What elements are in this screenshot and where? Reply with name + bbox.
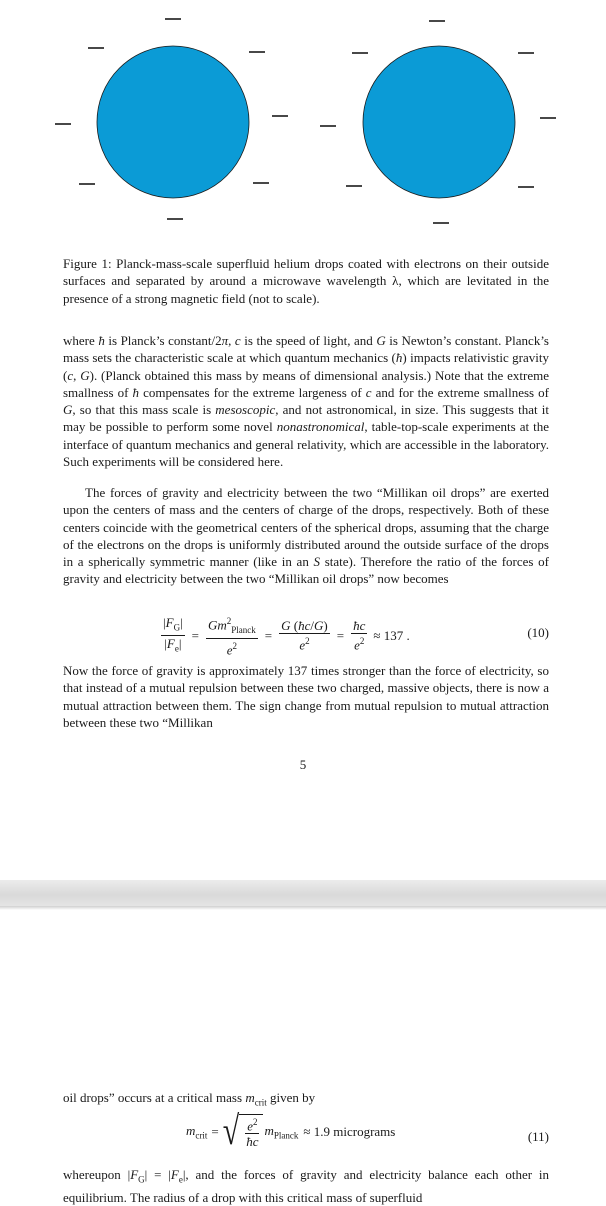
equation-10: $\frac{|F_G|}{|F_e|}$ = $\frac{Gm^2_{Planck}}{e^2}$ = $\frac{G (ħc/G)}{e^2}$ = $\frac{ħc}{e^2}$ ≈ 137 . (10)	[163, 614, 549, 658]
page-gap	[0, 880, 606, 910]
body-paragraph: oil drops” occurs at a critical mass $m_{crit}$ given by	[63, 1090, 316, 1108]
figure-helium-drops	[0, 0, 606, 240]
body-paragraph: whereupon $|F_G| = |F_e|$, and the forces of gravity and electricity balance each other in equilibrium. The radius of a drop with this critical mass of superfluid	[63, 1167, 549, 1205]
equation-10-number: (10)	[527, 625, 549, 640]
figure-caption: Figure 1: Planck-mass-scale superfluid helium drops coated with electrons on their outside surfaces and separated by around a microwave wavelength λ, which are levitated in the presence of a strong magnetic field (not to scale).	[63, 256, 549, 306]
body-paragraph: where ħ is Planck’s constant/2π, c is the speed of light, and G is Newton’s constant. Planck’s mass sets the characteristic scale at which quantum mechanics (ħ) impacts relativistic gravity (c, G). (Planck obtained this mass by means of dimensional analysis.) Note that the extreme smallness of ħ compensates for the extreme largeness of c and for the extreme smallness of G, so that this mass scale is mesoscopic, and not astronomical, in size. This suggests that it may be possible to perform some novel nonastronomical, table-top-scale experiments at the interface of quantum mechanics and general relativity, which are accessible in the laboratory. Such experiments will be considered here.	[63, 333, 550, 470]
equation-11-number: (11)	[527, 1129, 549, 1144]
equation-10-result: ≈ 137 .	[373, 627, 410, 643]
helium-drop-right	[363, 46, 515, 198]
page-number: 5	[299, 757, 307, 772]
body-paragraph: The forces of gravity and electricity between the two “Millikan oil drops” are exerted upon the centers of mass and the centers of charge of the drops, respectively. Both of these centers coincide with the geometrical centers of the spherical drops, assuming that the charge of the electrons on the drops is uniformly distributed around the outside surface of the drops in a spherically symmetric manner (like in an S state). Therefore the ratio of the forces of gravity and electricity between the two “Millikan oil drops” now becomes	[63, 485, 549, 587]
page-6	[0, 910, 606, 1200]
equation-11-result: ≈ 1.9 micrograms	[303, 1123, 396, 1139]
helium-drop-left	[97, 46, 249, 198]
body-paragraph: Now the force of gravity is approximately 137 times stronger than the force of electricity, so that instead of a mutual repulsion between these two charged, massive objects, there is now a mutual attraction between them. The sign change from mutual repulsion to mutual attraction between these two “Millikan	[63, 663, 549, 730]
equation-11: $m_{crit}$ = √ $\frac{e^2}{ħc}$ $m_{Planck}$ ≈ 1.9 micrograms (11)	[186, 1108, 549, 1154]
